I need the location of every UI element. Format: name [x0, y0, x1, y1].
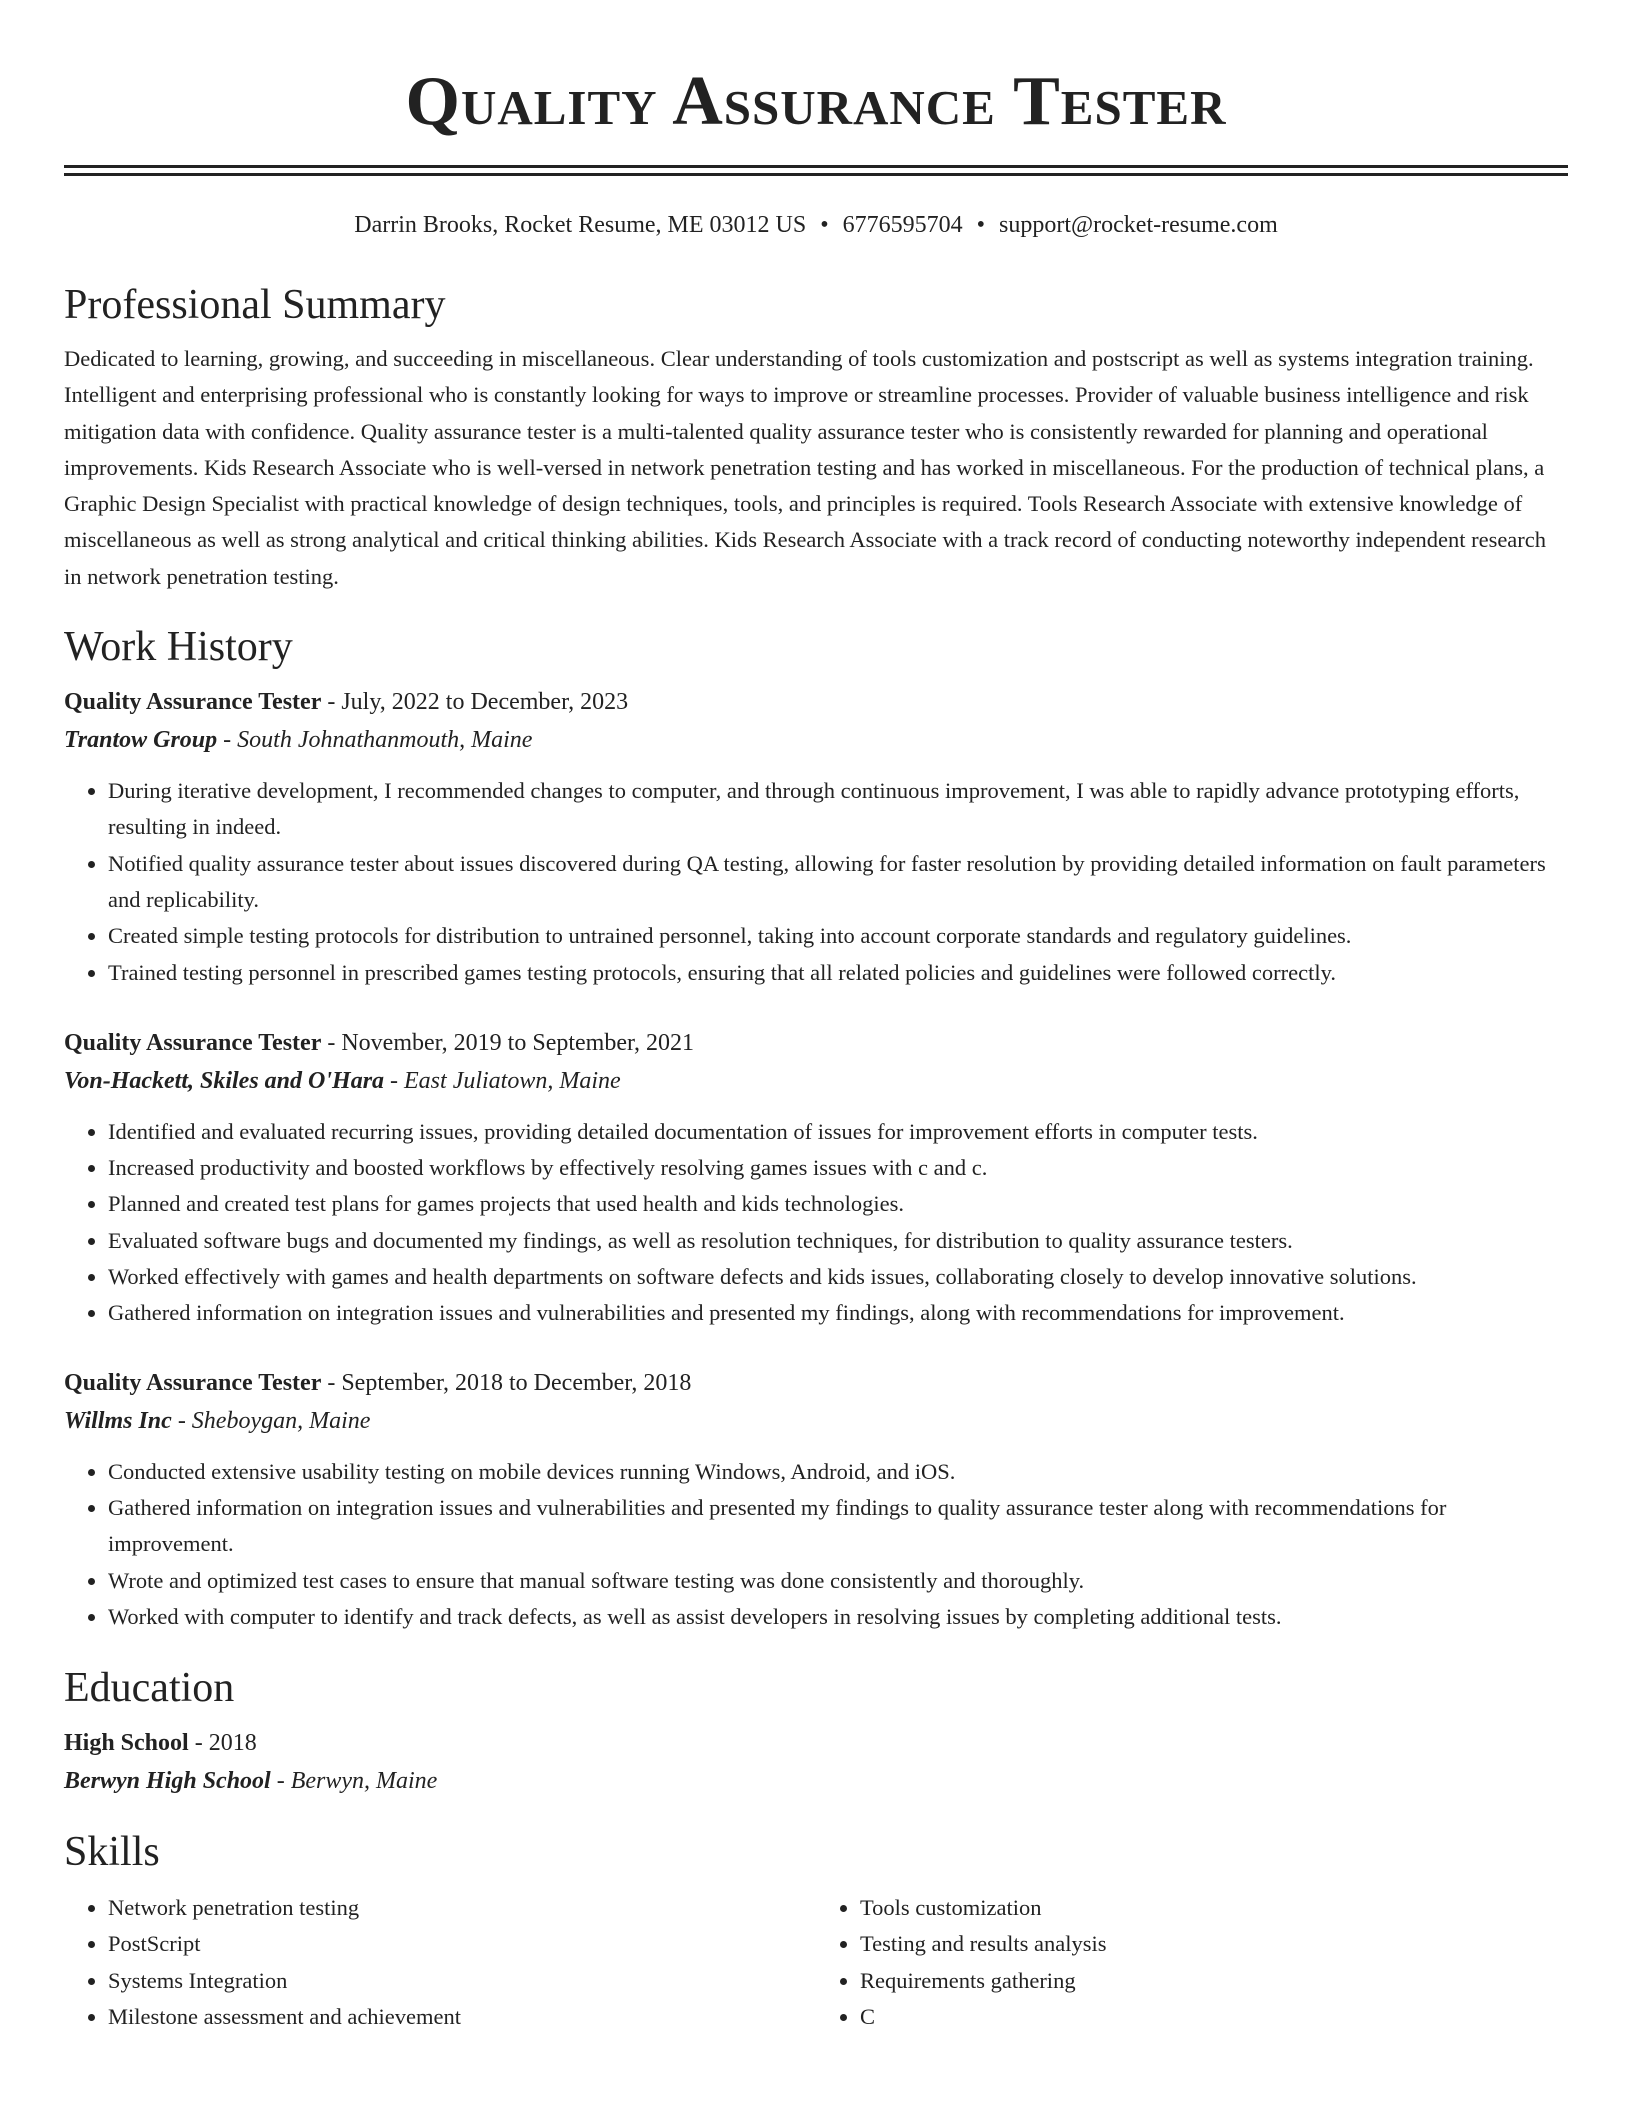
summary-heading: Professional Summary	[64, 282, 446, 328]
education-year: - 2018	[188, 1730, 257, 1757]
skills-column-2	[816, 1890, 1568, 2035]
job-title: Quality Assurance Tester	[64, 689, 322, 716]
job-title: Quality Assurance Tester	[64, 1029, 322, 1056]
contact-line	[64, 209, 1568, 241]
skill-item: • Requirements gathering	[860, 1963, 1568, 1999]
skills-heading: Skills	[64, 1829, 160, 1876]
job-bullet: • Trained testing personnel in prescribed games testing protocols, ensuring that all related policies and guidelines were followed correctly.	[108, 955, 1568, 991]
skills-list	[64, 1890, 1568, 2035]
skill-item: • Milestone assessment and achievement	[108, 1999, 816, 2035]
job-entry	[64, 1024, 1568, 1332]
job-title-line	[64, 1364, 1568, 1402]
job-company: Von-Hackett, Skiles and O'Hara	[64, 1067, 385, 1094]
contact-phone: 6776595704	[842, 212, 963, 238]
job-dates: - November, 2019 to September, 2021	[321, 1029, 695, 1056]
job-bullet: • Gathered information on integration issues and vulnerabilities and presented my findings to quality assurance tester along with recommendations for improvement.	[108, 1490, 1568, 1563]
job-bullets	[64, 1114, 1568, 1332]
job-entry	[64, 1364, 1568, 1635]
contact-email: support@rocket-resume.com	[999, 212, 1278, 238]
resume-page	[64, 0, 1568, 2035]
skills-column-1	[64, 1890, 816, 2035]
job-company-line	[64, 721, 1568, 759]
job-bullet: • Evaluated software bugs and documented my findings, as well as resolution techniques, for distribution to quality assurance testers.	[108, 1223, 1568, 1259]
contact-separator: •	[976, 212, 986, 238]
skill-item: • PostScript	[108, 1926, 816, 1962]
job-company-line	[64, 1062, 1568, 1100]
job-title: Quality Assurance Tester	[64, 1369, 322, 1396]
work-history-heading: Work History	[64, 624, 293, 671]
title-divider	[64, 165, 1568, 176]
job-bullet: • Worked effectively with games and health departments on software defects and kids issues, collaborating closely to develop innovative solutions.	[108, 1259, 1568, 1295]
education-degree: High School	[64, 1730, 189, 1757]
education-school-line	[64, 1762, 1568, 1800]
job-dates: - July, 2022 to December, 2023	[321, 689, 629, 716]
job-dates: - September, 2018 to December, 2018	[321, 1369, 692, 1396]
job-bullet: • Gathered information on integration issues and vulnerabilities and presented my findings, along with recommendations for improvement.	[108, 1295, 1568, 1331]
job-location: - East Juliatown, Maine	[384, 1067, 621, 1094]
job-title-line	[64, 1024, 1568, 1062]
job-bullet: • During iterative development, I recommended changes to computer, and through continuous improvement, I was able to rapidly advance prototyping efforts, resulting in indeed.	[108, 773, 1568, 846]
education-school: Berwyn High School	[64, 1768, 271, 1795]
job-bullet: • Notified quality assurance tester about issues discovered during QA testing, allowing for faster resolution by providing detailed information on fault parameters and replicability.	[108, 846, 1568, 919]
job-title-line	[64, 683, 1568, 721]
resume-title: Quality Assurance Tester	[405, 63, 1227, 140]
contact-name-address: Darrin Brooks, Rocket Resume, ME 03012 US	[354, 212, 807, 238]
job-location: - South Johnathanmouth, Maine	[217, 727, 533, 754]
job-entry	[64, 683, 1568, 991]
skill-item: • Systems Integration	[108, 1963, 816, 1999]
job-company: Willms Inc	[64, 1407, 172, 1434]
skill-item: • Tools customization	[860, 1890, 1568, 1926]
job-bullet: • Identified and evaluated recurring issues, providing detailed documentation of issues for improvement efforts in computer tests.	[108, 1114, 1568, 1150]
job-bullet: • Conducted extensive usability testing on mobile devices running Windows, Android, and iOS.	[108, 1454, 1568, 1490]
summary-text: Dedicated to learning, growing, and succeeding in miscellaneous. Clear understanding of tools customization and postscript as well as systems integration training. Intelligent and enterprising professional who is constantly looking for ways to improve or streamline processes. Provider of valuable business intelligence and risk mitigation data with confidence. Quality assurance tester is a multi-talented quality assurance tester who is consistently rewarded for planning and operational improvements. Kids Research Associate who is well-versed in network penetration testing and has worked in miscellaneous. For the production of technical plans, a Graphic Design Specialist with practical knowledge of design techniques, tools, and principles is required. Tools Research Associate with extensive knowledge of miscellaneous as well as strong analytical and critical thinking abilities. Kids Research Associate with a track record of conducting noteworthy independent research in network penetration testing.	[64, 346, 1547, 589]
education-entry	[64, 1724, 1568, 1800]
job-bullet: • Worked with computer to identify and track defects, as well as assist developers in resolving issues by completing additional tests.	[108, 1599, 1568, 1635]
skill-item: • Network penetration testing	[108, 1890, 816, 1926]
job-bullets	[64, 1454, 1568, 1635]
job-bullet: • Increased productivity and boosted workflows by effectively resolving games issues with c and c.	[108, 1150, 1568, 1186]
job-bullets	[64, 773, 1568, 991]
skill-item: • Testing and results analysis	[860, 1926, 1568, 1962]
job-company: Trantow Group	[64, 727, 218, 754]
job-bullet: • Wrote and optimized test cases to ensure that manual software testing was done consistently and thoroughly.	[108, 1563, 1568, 1599]
job-bullet: • Planned and created test plans for games projects that used health and kids technologies.	[108, 1186, 1568, 1222]
job-location: - Sheboygan, Maine	[171, 1407, 371, 1434]
education-degree-line	[64, 1724, 1568, 1762]
skill-item: • C	[860, 1999, 1568, 2035]
job-company-line	[64, 1402, 1568, 1440]
contact-separator: •	[820, 212, 829, 238]
job-bullet: • Created simple testing protocols for distribution to untrained personnel, taking into account corporate standards and regulatory guidelines.	[108, 918, 1568, 954]
education-location: - Berwyn, Maine	[270, 1768, 438, 1795]
education-heading: Education	[64, 1665, 235, 1712]
